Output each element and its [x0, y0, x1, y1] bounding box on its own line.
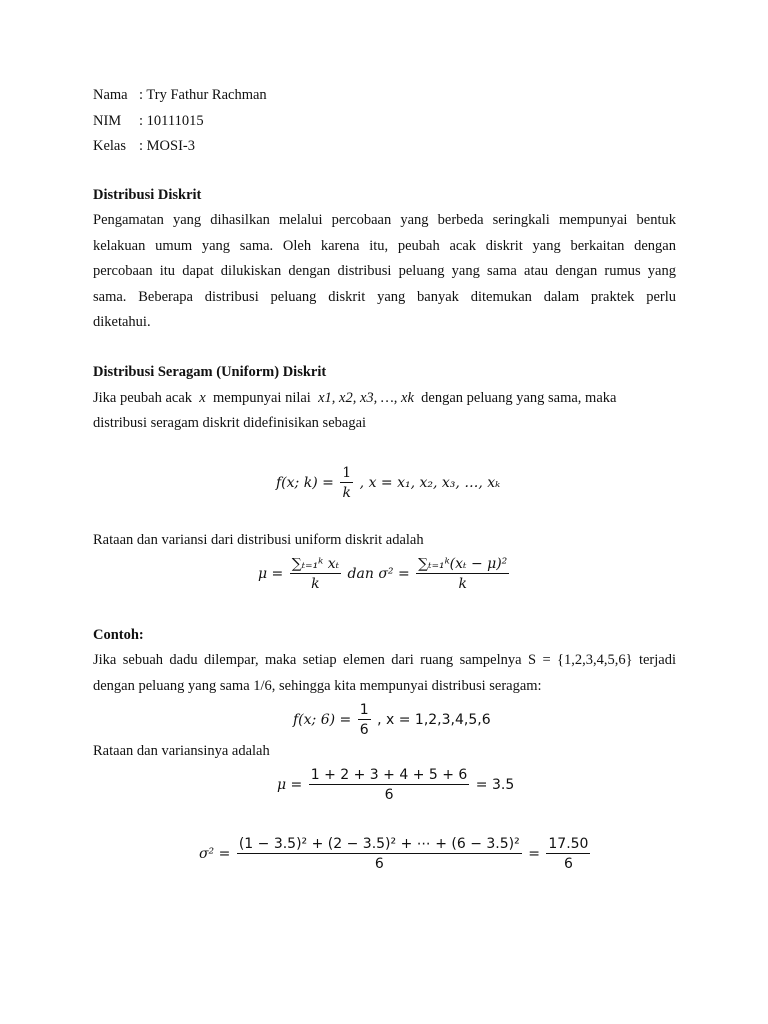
name-label: Nama [93, 87, 128, 103]
formula-lhs: f(x; 6) = [293, 712, 352, 728]
formula-lhs: f(x; k) = [276, 475, 334, 491]
mean-result: = 3.5 [475, 777, 515, 793]
variance-result-numerator: 17.50 [548, 836, 589, 852]
mean-denominator: 6 [384, 787, 394, 803]
paragraph-line: Pengamatan yang dihasilkan melalui percobaan yang berbeda seringkali mempunyai bentuk [93, 212, 676, 228]
class-row [93, 138, 195, 155]
intro-text: dengan peluang yang sama, maka [421, 390, 617, 406]
example-mean-formula [277, 768, 514, 802]
section-heading-discrete: Distribusi Diskrit [93, 187, 202, 203]
uniform-intro-line [93, 390, 616, 407]
variance-denominator: 6 [374, 856, 384, 872]
name-row [93, 87, 267, 104]
intro-text: mempunyai nilai [212, 390, 311, 406]
formula-rhs: , x = x₁, x₂, x₃, …, xₖ [359, 475, 501, 491]
fraction-denominator: k [342, 485, 351, 501]
mean-fraction [290, 557, 341, 591]
mean-symbol: μ = [277, 777, 303, 793]
mean-numerator: ∑ₜ₌₁ᵏ xₜ [291, 556, 340, 572]
uniform-intro-line2: distribusi seragam diskrit didefinisikan sebagai [93, 415, 367, 431]
variance-numerator: ∑ₜ₌₁ᵏ(xₜ − μ)² [418, 556, 508, 572]
paragraph-line: percobaan itu dapat dilukiskan dengan distribusi peluang yang sama atau dengan rumus yang [93, 263, 676, 279]
example-line: dengan peluang yang sama 1/6, sehingga kita mempunyai distribusi seragam: [93, 678, 542, 694]
paragraph-line: kelakuan umum yang sama. Oleh karena itu, peubah acak diskrit yang berkaitan dengan [93, 238, 676, 254]
mean-numerator: 1 + 2 + 3 + 4 + 5 + 6 [310, 767, 468, 783]
fraction-numerator: 1 [342, 465, 352, 481]
mean-variance-intro: Rataan dan variansi dari distribusi uniform diskrit adalah [93, 532, 424, 548]
mean-variance-formula [258, 557, 511, 591]
dan-variance-symbol: dan σ² = [347, 566, 410, 582]
nim-row [93, 113, 204, 130]
equals-sign: = [528, 846, 540, 862]
nim-value: : 10111015 [139, 113, 204, 129]
class-label: Kelas [93, 138, 127, 154]
mean-intro: Rataan dan variansinya adalah [93, 743, 270, 759]
fraction-denominator: 6 [359, 722, 369, 738]
fraction [358, 703, 371, 737]
name-value: : Try Fathur Rachman [139, 87, 267, 103]
mean-symbol: μ = [258, 566, 284, 582]
variance-denominator: k [458, 576, 467, 592]
paragraph-line-last: diketahui. [93, 314, 151, 330]
variance-result-denominator: 6 [563, 856, 573, 872]
example-variance-formula [199, 837, 592, 871]
intro-text: Jika peubah acak [93, 390, 193, 406]
class-value: : MOSI-3 [139, 138, 195, 154]
variance-fraction [237, 837, 522, 871]
mean-denominator: k [311, 576, 320, 592]
intro-values: x1, x2, x3, …, xk [318, 390, 414, 406]
formula-rhs: , x = 1,2,3,4,5,6 [377, 712, 491, 728]
nim-label: NIM [93, 113, 122, 129]
example-pmf-formula [293, 703, 491, 737]
variance-symbol: σ² = [199, 846, 231, 862]
example-heading: Contoh: [93, 627, 144, 643]
fraction [340, 466, 353, 500]
variance-fraction [416, 557, 509, 591]
mean-fraction [309, 768, 470, 802]
fraction-numerator: 1 [359, 702, 369, 718]
example-line: Jika sebuah dadu dilempar, maka setiap elemen dari ruang sampelnya S = {1,2,3,4,5,6} terjadi [93, 652, 676, 668]
section-heading-uniform: Distribusi Seragam (Uniform) Diskrit [93, 364, 327, 380]
intro-variable: x [199, 390, 206, 406]
variance-numerator: (1 − 3.5)² + (2 − 3.5)² + ⋯ + (6 − 3.5)² [238, 836, 520, 852]
paragraph-line: sama. Beberapa distribusi peluang diskrit yang banyak ditemukan dalam praktek perlu [93, 289, 676, 305]
variance-result-fraction [546, 837, 590, 871]
uniform-pmf-formula [276, 466, 500, 500]
